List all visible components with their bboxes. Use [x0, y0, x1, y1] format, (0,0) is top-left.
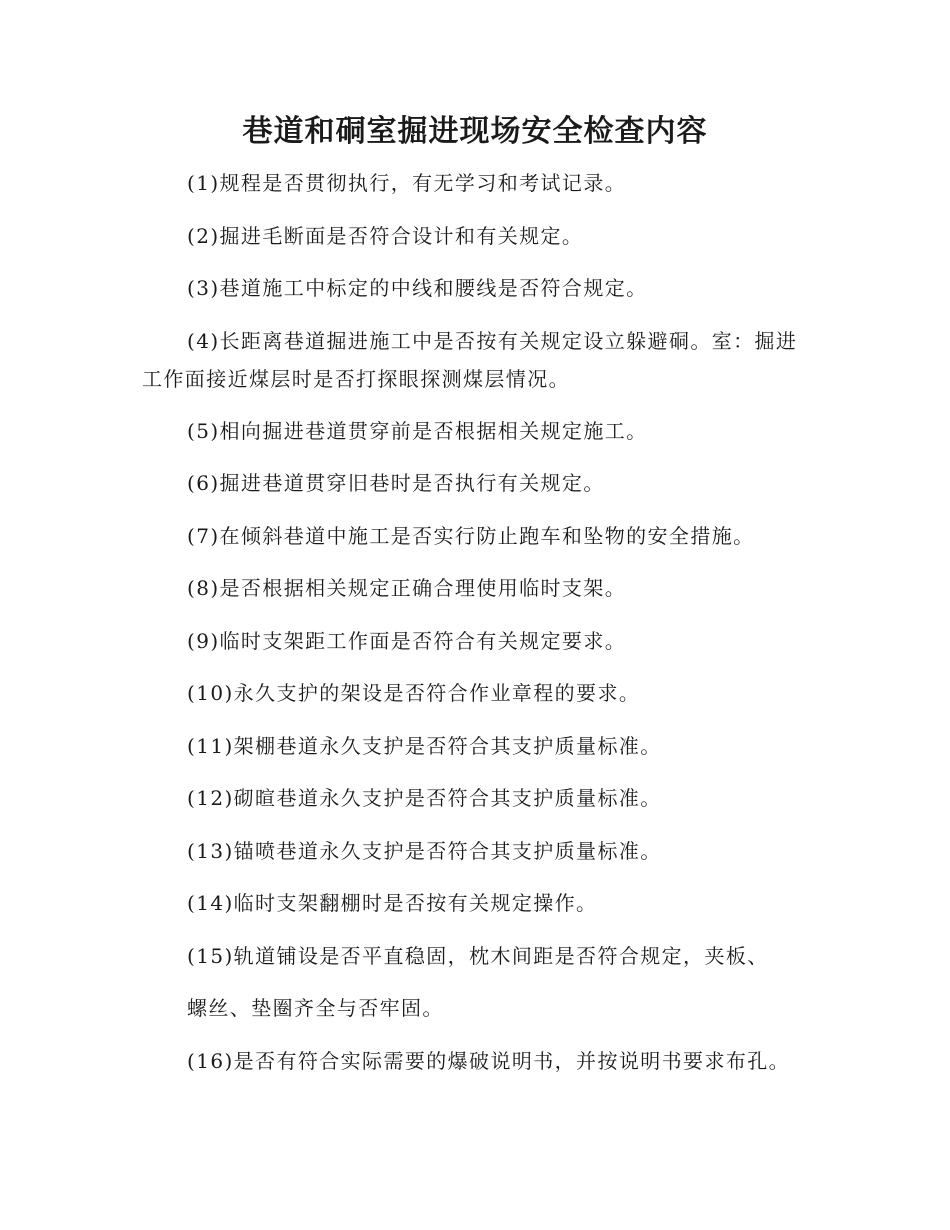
item-10: (10)永久支护的架设是否符合作业章程的要求。: [187, 681, 641, 705]
item-15-line-1: (15)轨道铺设是否平直稳固，枕木间距是否符合规定，夹板、: [187, 944, 769, 968]
document-title: 巷道和硐室掘进现场安全检查内容: [242, 114, 708, 149]
item-9: (9)临时支架距工作面是否符合有关规定要求。: [187, 629, 627, 653]
item-14: (14)临时支架翻棚时是否按有关规定操作。: [187, 891, 598, 915]
item-11: (11)架棚巷道永久支护是否符合其支护质量标准。: [187, 734, 662, 758]
item-8: (8)是否根据相关规定正确合理使用临时支架。: [187, 576, 627, 600]
item-7: (7)在倾斜巷道中施工是否实行防止跑车和坠物的安全措施。: [187, 524, 755, 548]
item-12: (12)砌暄巷道永久支护是否符合其支护质量标准。: [187, 786, 662, 810]
item-13: (13)锚喷巷道永久支护是否符合其支护质量标准。: [187, 839, 662, 863]
item-1: (1)规程是否贯彻执行，有无学习和考试记录。: [187, 171, 627, 195]
item-4-line-1: (4)长距离巷道掘进施工中是否按有关规定设立躲避硐。室：掘进: [187, 329, 798, 353]
item-15-line-2: 螺丝、垫圈齐全与否牢固。: [187, 996, 444, 1020]
item-5: (5)相向掘进巷道贯穿前是否根据相关规定施工。: [187, 419, 648, 443]
item-4-line-2: 工作面接近煤层时是否打探眼探测煤层情况。: [142, 367, 570, 391]
item-6: (6)掘进巷道贯穿旧巷时是否执行有关规定。: [187, 471, 605, 495]
item-3: (3)巷道施工中标定的中线和腰线是否符合规定。: [187, 276, 648, 300]
item-16: (16)是否有符合实际需要的爆破说明书，并按说明书要求布孔。: [187, 1049, 791, 1073]
item-2: (2)掘进毛断面是否符合设计和有关规定。: [187, 224, 584, 248]
